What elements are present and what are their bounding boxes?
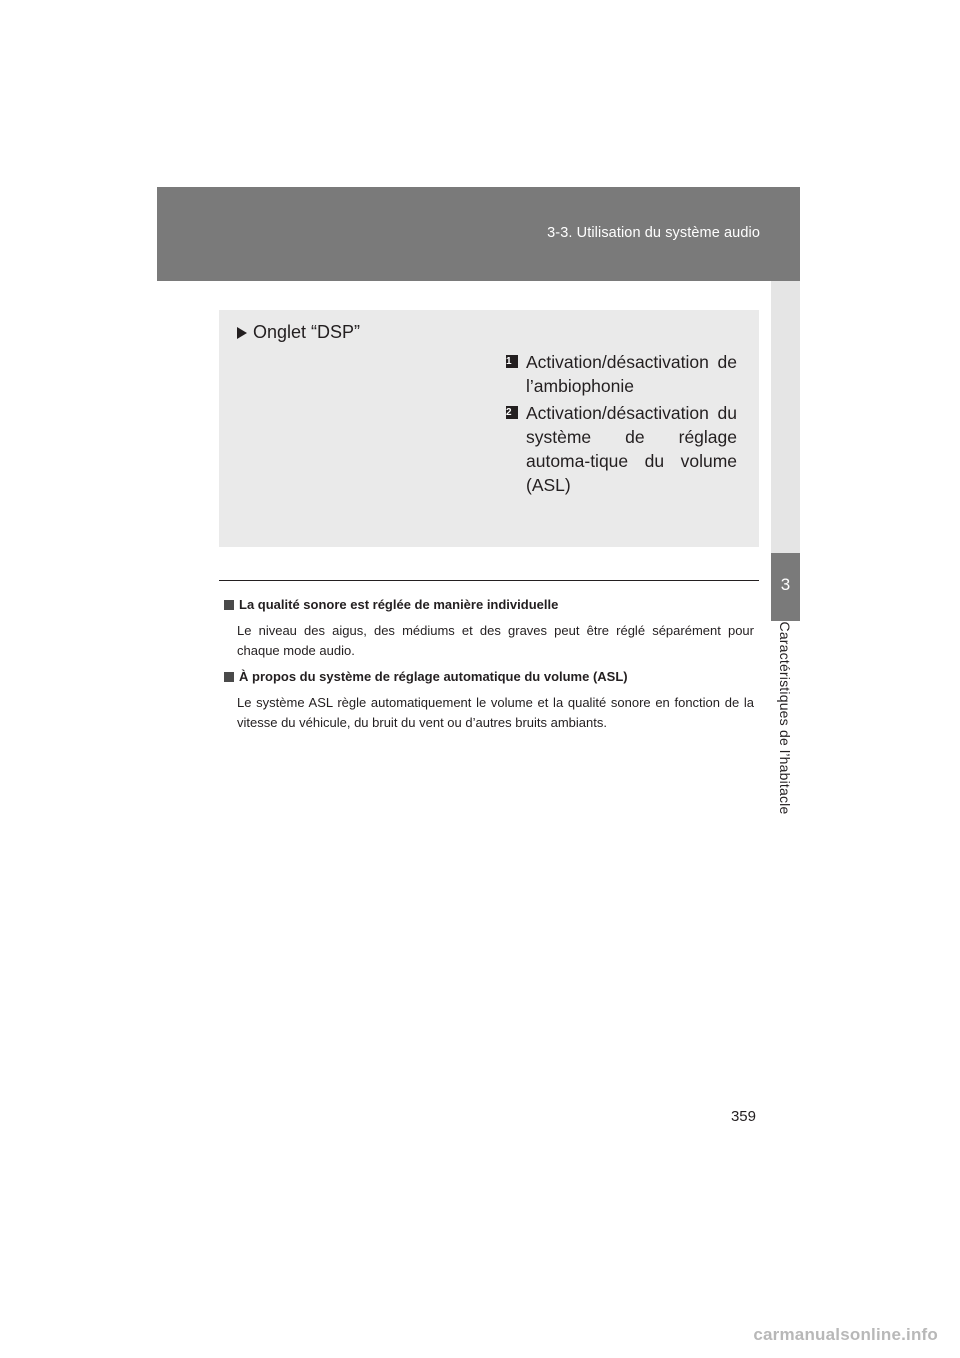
note-heading	[224, 597, 754, 612]
callout-item	[505, 401, 737, 497]
arrow-right-icon	[237, 327, 247, 339]
callout-list	[505, 350, 737, 500]
page-number: 359	[730, 1108, 756, 1125]
callout-text: Activation/désactivation de l’ambiophonie	[526, 352, 737, 396]
chapter-box	[771, 553, 800, 621]
note-body: Le système ASL règle automatiquement le volume et la qualité sonore en fonction de la vitesse du véhicule, du bruit du vent ou d’autres bruits ambiants.	[237, 695, 754, 730]
callout-item	[505, 350, 737, 398]
side-tab	[771, 281, 800, 553]
callout-number-badge: 1	[506, 355, 518, 368]
note-body: Le niveau des aigus, des médiums et des graves peut être réglé séparément pour chaque mode audio.	[237, 623, 754, 658]
section-divider	[219, 580, 759, 581]
panel-heading-text: Onglet “DSP”	[253, 322, 361, 342]
square-bullet-icon	[224, 600, 234, 610]
panel-heading	[237, 322, 360, 343]
notes-section	[224, 597, 754, 741]
callout-number-badge: 2	[506, 406, 518, 419]
section-title: 3-3. Utilisation du système audio	[547, 225, 760, 241]
note-heading	[224, 669, 754, 684]
header-band	[157, 187, 800, 281]
watermark: carmanualsonline.info	[753, 1325, 938, 1344]
callout-text: Activation/désactivation du système de réglage automa-tique du volume (ASL)	[526, 403, 737, 495]
square-bullet-icon	[224, 672, 234, 682]
note-heading-text: La qualité sonore est réglée de manière individuelle	[239, 597, 559, 612]
dsp-illustration-panel	[219, 310, 759, 547]
chapter-label: Caractéristiques de l’habitacle	[777, 621, 793, 815]
note-heading-text: À propos du système de réglage automatique du volume (ASL)	[239, 669, 628, 684]
chapter-number: 3	[780, 575, 791, 594]
